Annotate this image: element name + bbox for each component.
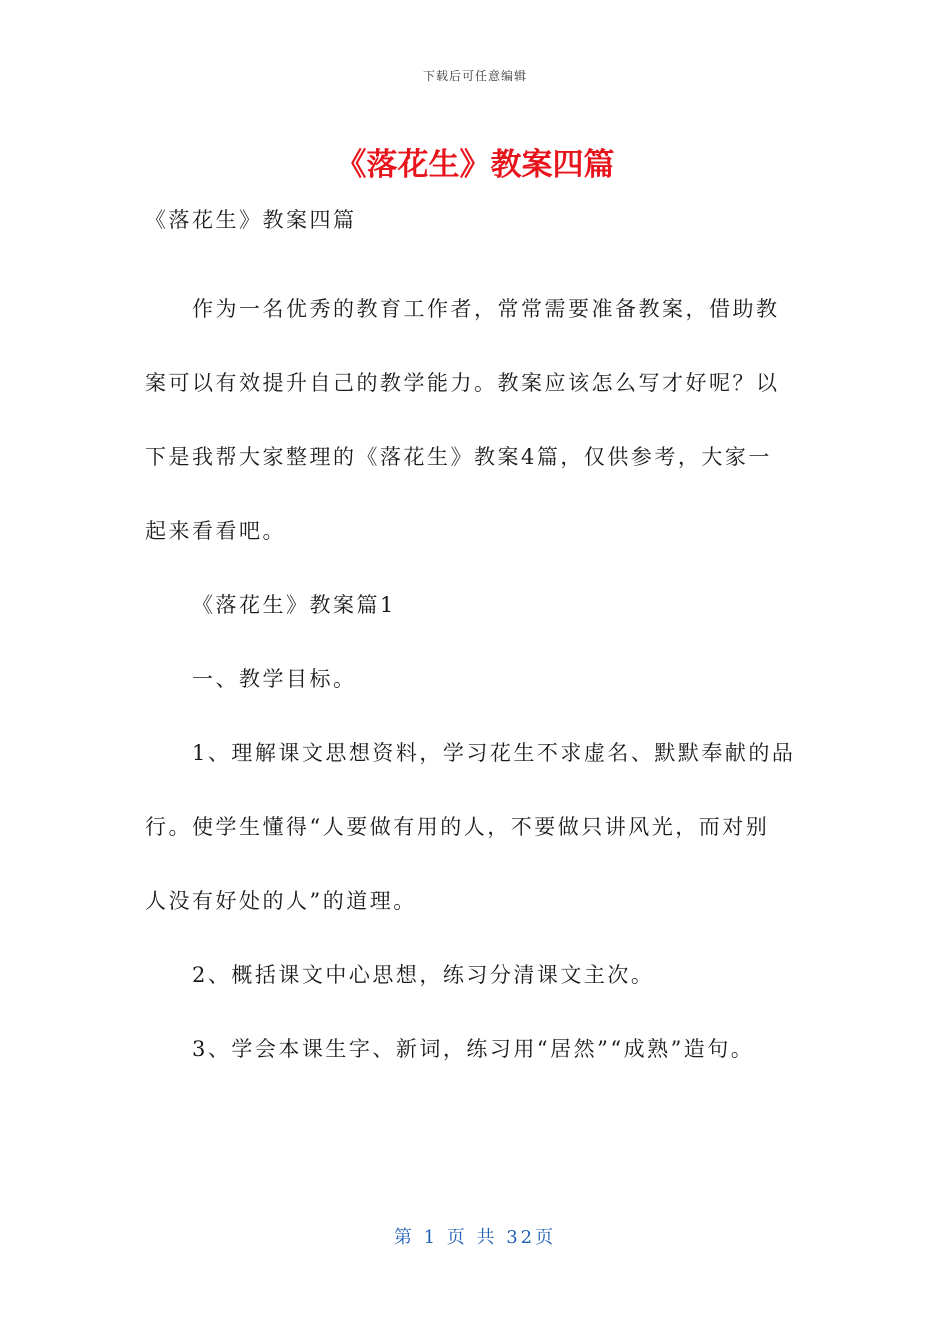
intro-line: 作为一名优秀的教育工作者，常常需要准备教案，借助教 (192, 297, 780, 321)
intro-paragraph (145, 272, 810, 568)
objectives-heading: 一、教学目标。 (192, 667, 357, 691)
objective-line: 人没有好处的人”的道理。 (145, 889, 417, 913)
document-subtitle: 《落花生》教案四篇 (145, 208, 357, 232)
intro-line: 下是我帮大家整理的《落花生》教案4篇，仅供参考，大家一 (145, 445, 772, 469)
intro-line: 案可以有效提升自己的教学能力。教案应该怎么写才好呢？以 (145, 371, 780, 395)
objectives-heading-block (145, 642, 810, 716)
section-heading-block (145, 568, 810, 642)
document-body (145, 198, 810, 1086)
objective-item-3 (145, 1012, 810, 1086)
objective-item-1 (145, 716, 810, 938)
objective-line: 2、概括课文中心思想，练习分清课文主次。 (192, 963, 655, 987)
objective-line: 3、学会本课生字、新词，练习用“居然”“成熟”造句。 (192, 1037, 755, 1061)
objective-line: 行。使学生懂得“人要做有用的人，不要做只讲风光，而对别 (145, 815, 770, 839)
page-number-label: 第 1 页 共 32页 (393, 1227, 557, 1248)
download-note: 下载后可任意编辑 (422, 69, 527, 83)
intro-line: 起来看看吧。 (145, 519, 286, 543)
page-number-footer (0, 1223, 950, 1249)
objective-item-2 (145, 938, 810, 1012)
objective-line: 1、理解课文思想资料，学习花生不求虚名、默默奉献的品 (192, 741, 796, 765)
document-title: 《落花生》教案四篇 (335, 147, 615, 183)
section-heading: 《落花生》教案篇1 (192, 593, 396, 617)
